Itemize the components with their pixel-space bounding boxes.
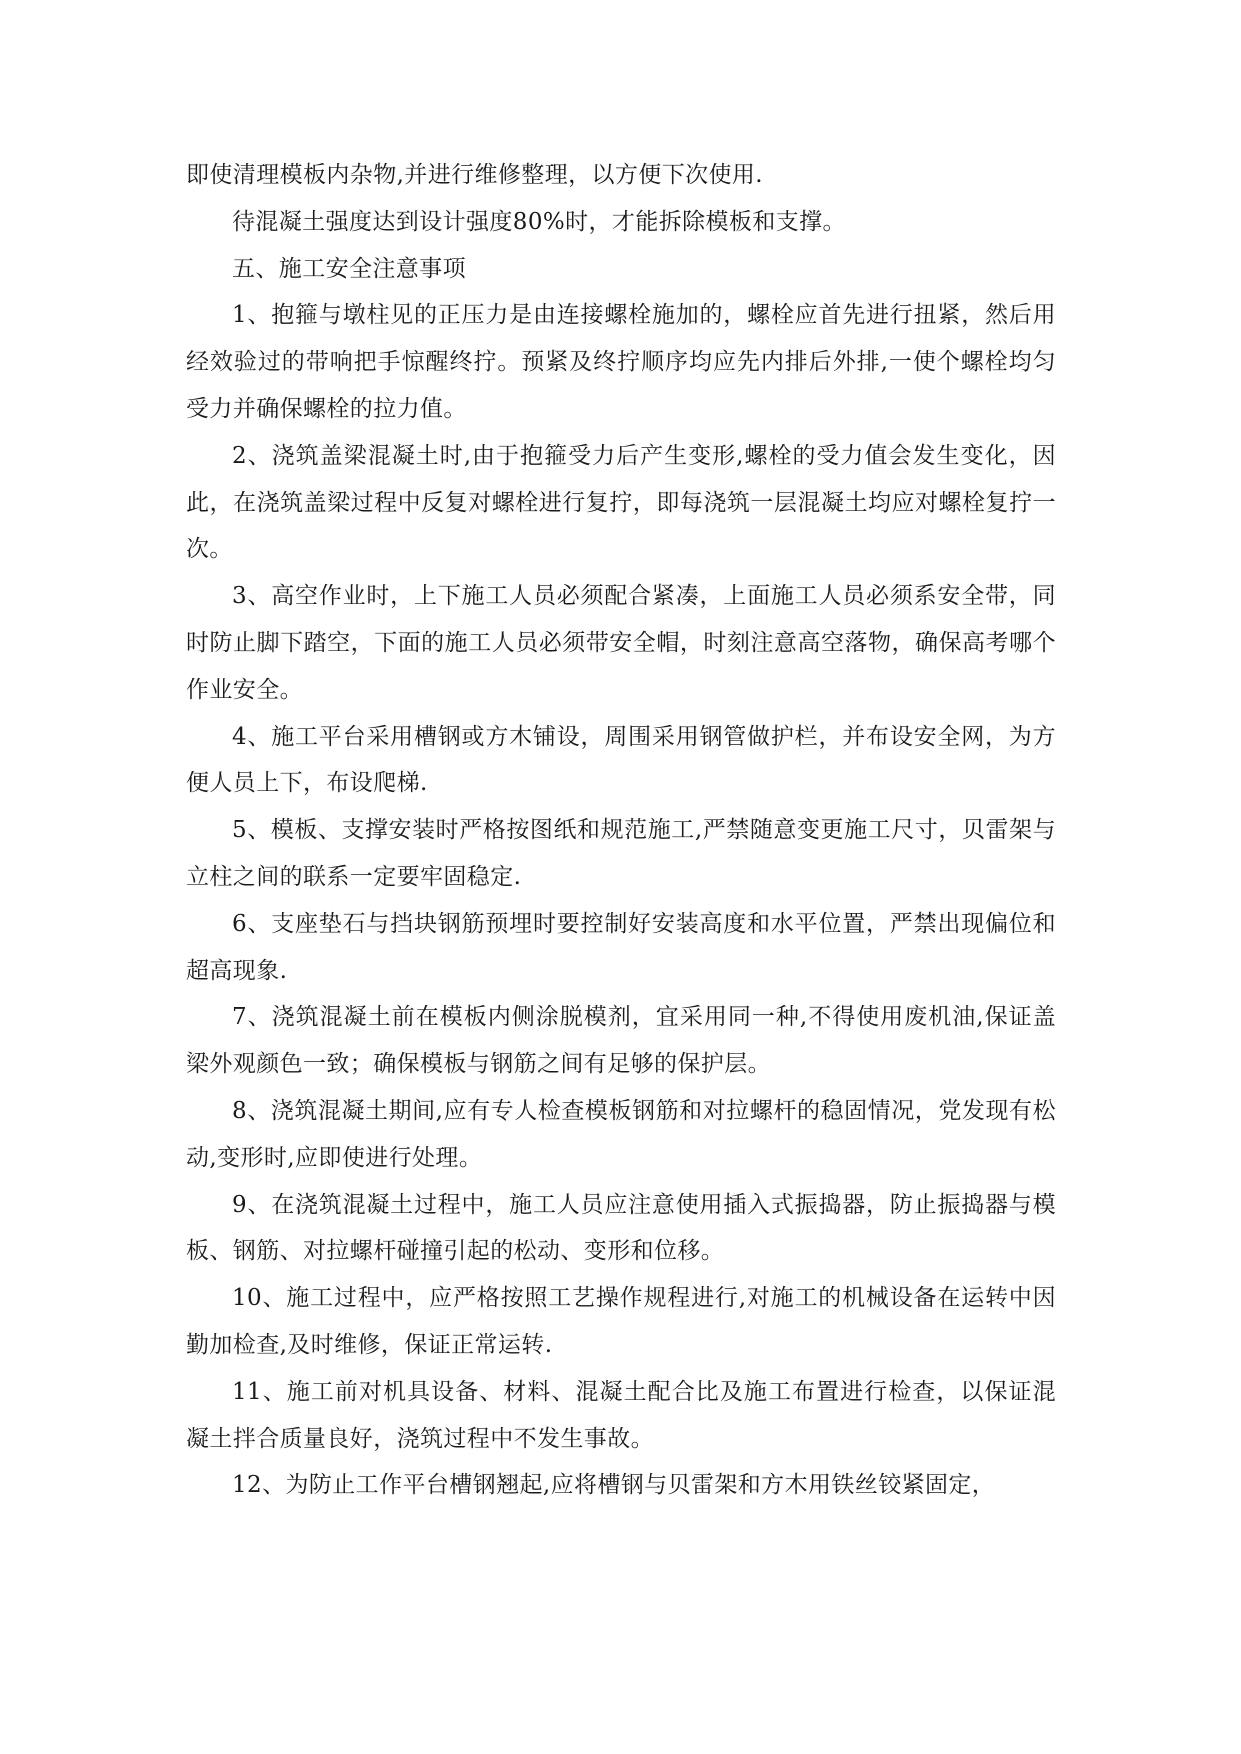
safety-item-6: 6、支座垫石与挡块钢筋预埋时要控制好安装高度和水平位置，严禁出现偏位和超高现象. — [186, 910, 1056, 984]
paragraph-formwork-removal: 待混凝土强度达到设计强度80%时，才能拆除模板和支撑。 — [232, 208, 846, 235]
safety-item-11: 11、施工前对机具设备、材料、混凝土配合比及施工布置进行检查，以保证混凝土拌合质量良好，浇筑过程中不发生事故。 — [186, 1378, 1056, 1452]
safety-item-10: 10、施工过程中，应严格按照工艺操作规程进行,对施工的机械设备在运转中因勤加检查,及时维修，保证正常运转. — [186, 1285, 1056, 1358]
safety-item-8: 8、浇筑混凝土期间,应有专人检查模板钢筋和对拉螺杆的稳固情况，党发现有松动,变形时,应即使进行处理。 — [186, 1097, 1056, 1171]
safety-item-7: 7、浇筑混凝土前在模板内侧涂脱模剂，宜采用同一种,不得使用废机油,保证盖梁外观颜色一致；确保模板与钢筋之间有足够的保护层。 — [186, 1004, 1056, 1078]
safety-item-12: 12、为防止工作平台槽钢翘起,应将槽钢与贝雷架和方木用铁丝铰紧固定， — [232, 1472, 996, 1499]
safety-item-1: 1、抱箍与墩柱见的正压力是由连接螺栓施加的，螺栓应首先进行扭紧，然后用经效验过的带响把手惊醒终拧。预紧及终拧顺序均应先内排后外排,一使个螺栓均匀受力并确保螺栓的拉力值。 — [186, 302, 1056, 422]
section-heading-safety: 五、施工安全注意事项 — [232, 255, 466, 282]
safety-item-3: 3、高空作业时，上下施工人员必须配合紧凑，上面施工人员必须系安全带，同时防止脚下踏空，下面的施工人员必须带安全帽，时刻注意高空落物，确保高考哪个作业安全。 — [186, 583, 1056, 703]
safety-item-2: 2、浇筑盖梁混凝土时,由于抱箍受力后产生变形,螺栓的受力值会发生变化，因此，在浇筑盖梁过程中反复对螺栓进行复拧，即每浇筑一层混凝土均应对螺栓复拧一次。 — [186, 442, 1056, 563]
paragraph-cleanup-continuation: 即使清理模板内杂物,并进行维修整理，以方便下次使用. — [186, 162, 764, 188]
safety-item-5: 5、模板、支撑安装时严格按图纸和规范施工,严禁随意变更施工尺寸，贝雷架与立柱之间的联系一定要牢固稳定. — [186, 817, 1056, 890]
document-body — [186, 152, 1056, 1509]
safety-item-4: 4、施工平台采用槽钢或方木铺设，周围采用钢管做护栏，并布设安全网，为方便人员上下，布设爬梯. — [186, 723, 1056, 797]
safety-item-9: 9、在浇筑混凝土过程中，施工人员应注意使用插入式振捣器，防止振捣器与模板、钢筋、对拉螺杆碰撞引起的松动、变形和位移。 — [186, 1191, 1056, 1265]
